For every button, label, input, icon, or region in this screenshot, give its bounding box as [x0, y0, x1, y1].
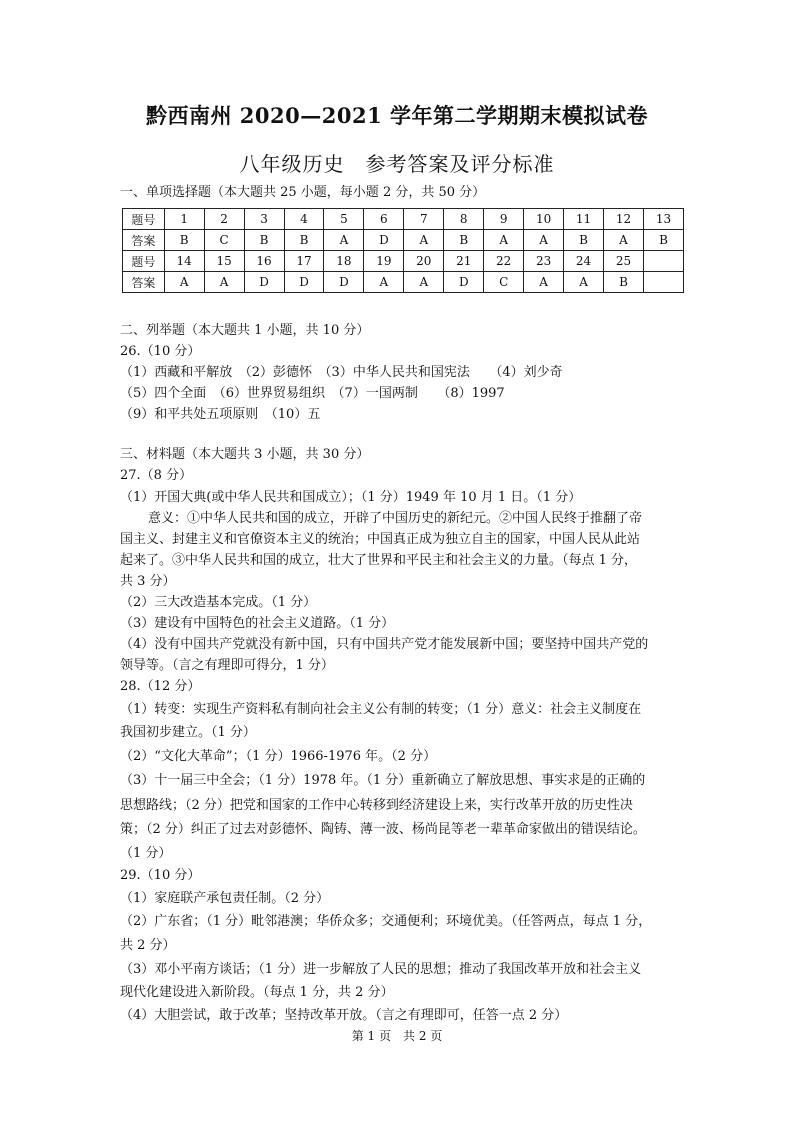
q27-line: 意义：①中华人民共和国的成立，开辟了中国历史的新纪元。②中国人民终于推翻了帝 [148, 511, 643, 526]
question-number-cell: 2 [204, 209, 244, 230]
answer-cell: A [604, 230, 644, 251]
q28-line: （1）转变：实现生产资料私有制向社会主义公有制的转变；（1 分）意义：社会主义制度在 [120, 702, 642, 717]
q26-line: （5）四个全面 （6）世界贸易组织 （7）一国两制 （8）1997 [120, 386, 505, 401]
question-number-cell: 24 [564, 251, 604, 272]
answer-cell: B [643, 230, 683, 251]
question-number-cell: 9 [484, 209, 524, 230]
q29-line: （3）邓小平南方谈话；（1 分）进一步解放了人民的思想；推动了我国改革开放和社会主义 [120, 962, 642, 977]
q28-line: （1 分） [120, 846, 172, 861]
question-number-cell: 17 [284, 251, 324, 272]
q27-line: 领导等。（言之有理即可得分，1 分） [120, 658, 334, 673]
row-label: 题号 [123, 251, 165, 272]
q27-line: （1）开国大典(或中华人民共和国成立）；（1 分）1949 年 10 月 1 日。（1 分） [120, 490, 582, 505]
q27-line: 共 3 分） [120, 574, 176, 589]
answer-cell: A [204, 272, 244, 293]
q29-line: （2）广东省；（1 分）毗邻港澳；华侨众多；交通便利；环境优美。（任答两点，每点 1 分， [120, 914, 652, 929]
answer-cell: B [284, 230, 324, 251]
q27-line: （3）建设有中国特色的社会主义道路。（1 分） [120, 616, 395, 631]
section3-heading: 三、材料题（本大题共 3 小题，共 30 分） [120, 447, 370, 462]
q26-line: （1）西藏和平解放 （2）彭德怀 （3）中华人民共和国宪法 （4）刘少奇 [120, 365, 563, 380]
page-subtitle: 八年级历史 参考答案及评分标准 [239, 152, 555, 176]
q28-line: 策；（2 分）纠正了过去对彭德怀、陶铸、薄一波、杨尚昆等老一辈革命家做出的错误结论。 [120, 822, 646, 837]
question-number-cell: 10 [524, 209, 564, 230]
question-number-cell: 21 [444, 251, 484, 272]
q26-heading: 26.（10 分） [120, 344, 201, 359]
section1-heading: 一、单项选择题（本大题共 25 小题，每小题 2 分，共 50 分） [120, 185, 486, 200]
answer-cell: A [404, 230, 444, 251]
question-number-cell: 5 [324, 209, 364, 230]
q27-line: 国主义、封建主义和官僚资本主义的统治；中国真正成为独立自主的国家，中国人民从此站 [120, 532, 641, 547]
q28-line: （2）“文化大革命”；（1 分）1966-1976 年。（2 分） [120, 749, 437, 764]
q27-line: 起来了。③中华人民共和国的成立，壮大了世界和平民主和社会主义的力量。（每点 1 分， [120, 553, 638, 568]
q28-line: 思想路线；（2 分）把党和国家的工作中心转移到经济建设上来，实行改革开放的历史性决 [120, 798, 633, 813]
q27-heading: 27.（8 分） [120, 468, 193, 483]
question-number-cell: 8 [444, 209, 484, 230]
question-number-cell: 22 [484, 251, 524, 272]
question-number-cell: 20 [404, 251, 444, 272]
answer-cell: A [364, 272, 404, 293]
table-row [123, 272, 684, 293]
q29-line: 现代化建设进入新阶段。（每点 1 分，共 2 分） [120, 985, 394, 1000]
question-number-cell: 3 [244, 209, 284, 230]
table-row [123, 209, 684, 230]
q26-line: （9）和平共处五项原则 （10）五 [120, 407, 321, 422]
question-number-cell: 25 [604, 251, 644, 272]
q29-line: （1）家庭联产承包责任制。（2 分） [120, 891, 330, 906]
table-row [123, 251, 684, 272]
answer-cell: B [444, 230, 484, 251]
q27-line: （4）没有中国共产党就没有新中国，只有中国共产党才能发展新中国；要坚持中国共产党的 [120, 637, 649, 652]
answer-cell: A [484, 230, 524, 251]
row-label: 题号 [123, 209, 165, 230]
page-title: 黔西南州 2020—2021 学年第二学期期末模拟试卷 [145, 103, 648, 128]
answer-cell: D [364, 230, 404, 251]
row-label: 答案 [123, 272, 165, 293]
page-footer: 第 1 页 共 2 页 [351, 1029, 443, 1043]
answer-cell: D [284, 272, 324, 293]
section2-heading: 二、列举题（本大题共 1 小题，共 10 分） [120, 323, 370, 338]
q28-line: （3）十一届三中全会；（1 分）1978 年。（1 分）重新确立了解放思想、事实求是的正确的 [120, 773, 646, 788]
question-number-cell: 19 [364, 251, 404, 272]
q29-line: 共 2 分） [120, 938, 176, 953]
question-number-cell: 18 [324, 251, 364, 272]
answer-cell: D [244, 272, 284, 293]
question-number-cell: 7 [404, 209, 444, 230]
answer-cell [643, 272, 683, 293]
q29-heading: 29.（10 分） [120, 868, 201, 883]
question-number-cell: 15 [204, 251, 244, 272]
q29-line: （4）大胆尝试，敢于改革；坚持改革开放。（言之有理即可，任答一点 2 分） [120, 1008, 568, 1023]
answer-cell: A [564, 272, 604, 293]
answer-cell: D [444, 272, 484, 293]
question-number-cell: 16 [244, 251, 284, 272]
question-number-cell: 13 [643, 209, 683, 230]
answer-cell: B [244, 230, 284, 251]
row-label: 答案 [123, 230, 165, 251]
answer-cell: C [204, 230, 244, 251]
answer-cell: B [604, 272, 644, 293]
question-number-cell: 11 [564, 209, 604, 230]
q28-line: 我国初步建立。（1 分） [120, 725, 256, 740]
q27-line: （2）三大改造基本完成。（1 分） [120, 595, 317, 610]
answer-table [122, 208, 684, 293]
answer-cell: A [404, 272, 444, 293]
question-number-cell: 14 [164, 251, 204, 272]
answer-cell: A [524, 272, 564, 293]
answer-cell: B [564, 230, 604, 251]
question-number-cell: 23 [524, 251, 564, 272]
q28-heading: 28.（12 分） [120, 679, 201, 694]
answer-cell: A [524, 230, 564, 251]
question-number-cell: 12 [604, 209, 644, 230]
answer-cell: B [164, 230, 204, 251]
question-number-cell: 6 [364, 209, 404, 230]
question-number-cell [643, 251, 683, 272]
question-number-cell: 4 [284, 209, 324, 230]
answer-cell: A [164, 272, 204, 293]
answer-cell: D [324, 272, 364, 293]
answer-cell: C [484, 272, 524, 293]
answer-cell: A [324, 230, 364, 251]
table-row [123, 230, 684, 251]
question-number-cell: 1 [164, 209, 204, 230]
